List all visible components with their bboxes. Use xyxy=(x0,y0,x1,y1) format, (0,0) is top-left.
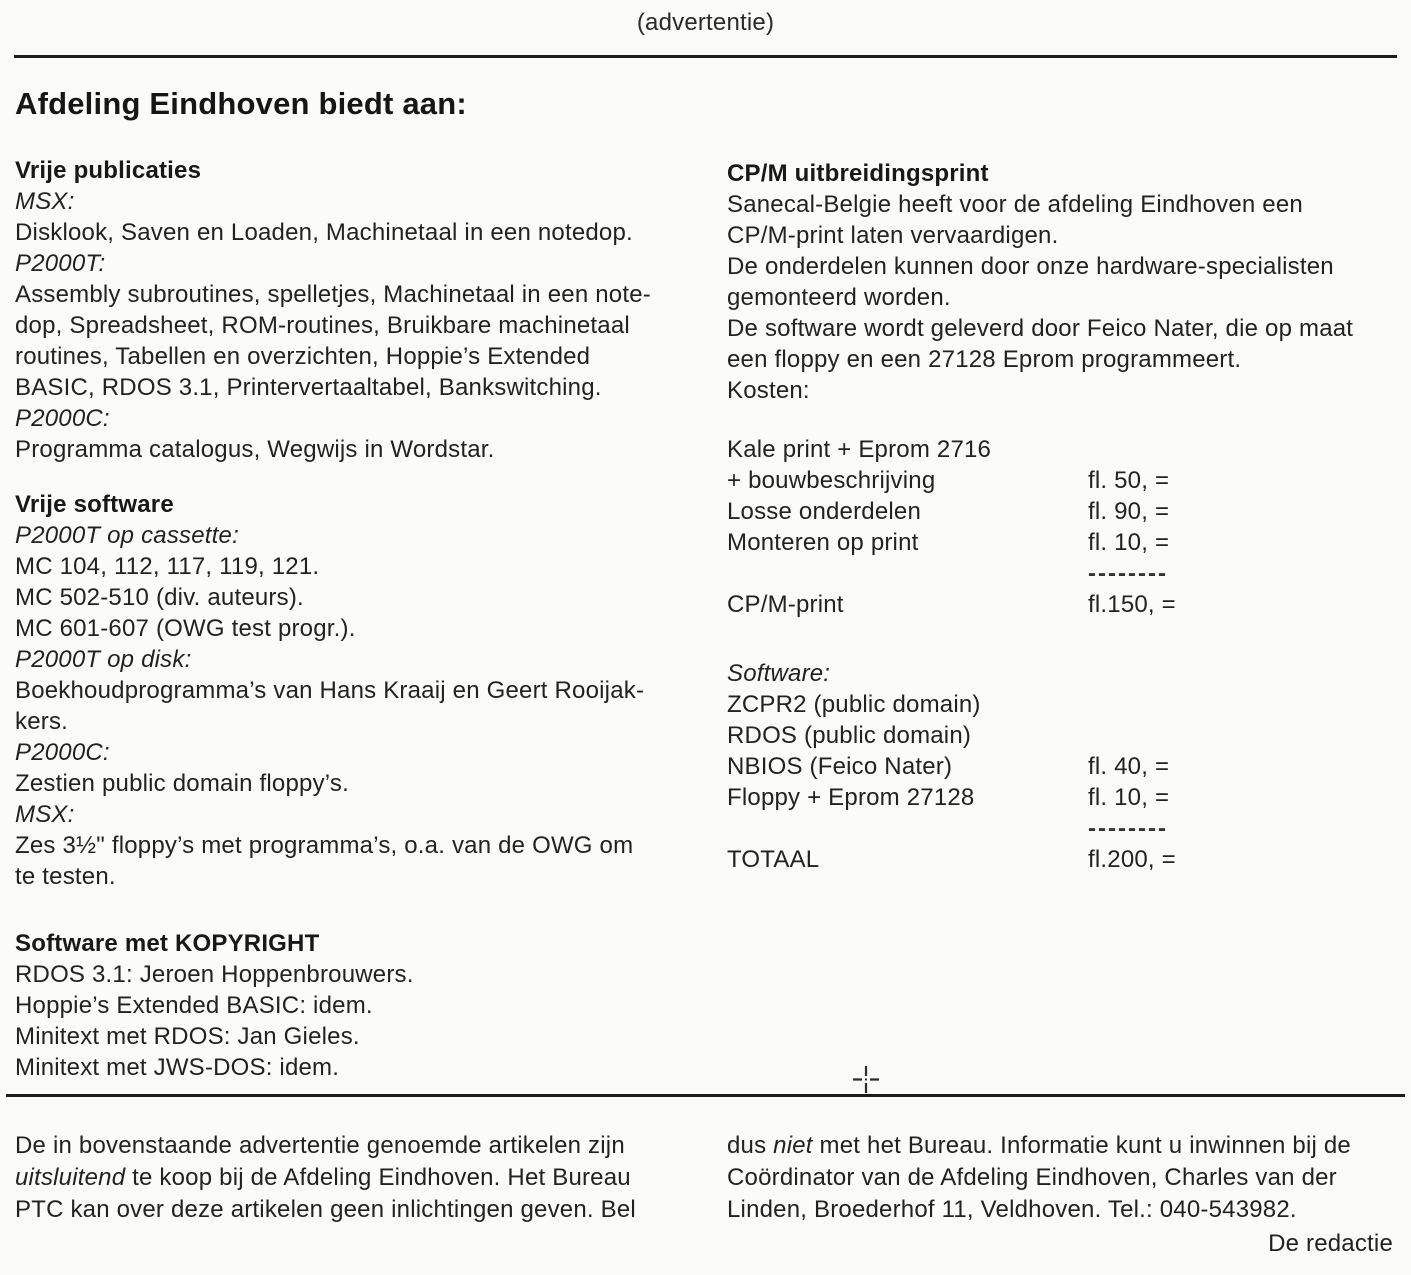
price-row-total xyxy=(727,844,1409,875)
price-row xyxy=(727,689,1409,720)
text-line: Sanecal-Belgie heeft voor de afdeling Eindhoven een xyxy=(727,191,1303,218)
price-value: fl. 90, = xyxy=(1088,498,1170,525)
text-line: MC 601-607 (OWG test progr.). xyxy=(15,615,356,642)
text-line: De onderdelen kunnen door onze hardware-specialisten xyxy=(727,253,1334,280)
price-row xyxy=(727,720,1409,751)
price-row xyxy=(727,589,1409,620)
dashes-separator: -------- xyxy=(1088,560,1168,587)
price-row xyxy=(727,751,1409,782)
text-line: P2000C: xyxy=(15,739,110,766)
section-cpm-uitbreidingsprint xyxy=(727,158,1409,406)
price-label: TOTAAL xyxy=(727,846,820,873)
text-line: Programma catalogus, Wegwijs in Wordstar. xyxy=(15,436,495,463)
footer-line: PTC kan over deze artikelen geen inlichtingen geven. Bel xyxy=(15,1196,636,1223)
text-line: Kosten: xyxy=(727,377,810,404)
price-row xyxy=(727,527,1409,558)
top-rule xyxy=(14,55,1397,58)
registration-mark-icon xyxy=(851,1064,881,1094)
right-column xyxy=(727,158,1409,875)
price-row xyxy=(727,465,1409,496)
footer-italic-word: uitsluitend xyxy=(15,1164,126,1191)
text-line: CP/M-print laten vervaardigen. xyxy=(727,222,1059,249)
footer-line: De in bovenstaande advertentie genoemde artikelen zijn xyxy=(15,1132,625,1159)
price-value: fl. 10, = xyxy=(1088,529,1170,556)
text-line: routines, Tabellen en overzichten, Hoppie’s Extended xyxy=(15,343,591,370)
text-line: Disklook, Saven en Loaden, Machinetaal in een notedop. xyxy=(15,219,633,246)
page-title: Afdeling Eindhoven biedt aan: xyxy=(15,86,467,121)
text-line: P2000T op disk: xyxy=(15,646,192,673)
price-label: + bouwbeschrijving xyxy=(727,467,936,494)
text-line: De software wordt geleverd door Feico Nater, die op maat xyxy=(727,315,1354,342)
footer-line-rest: met het Bureau. Informatie kunt u inwinnen bij de xyxy=(812,1132,1351,1159)
text-line: Hoppie’s Extended BASIC: idem. xyxy=(15,992,373,1019)
text-line: P2000T: xyxy=(15,250,106,277)
footer-line: Linden, Broederhof 11, Veldhoven. Tel.: 040-543982. xyxy=(727,1196,1297,1223)
text-line: een floppy en een 27128 Eprom programmeert. xyxy=(727,346,1242,373)
text-line: kers. xyxy=(15,708,69,735)
price-label: NBIOS (Feico Nater) xyxy=(727,753,953,780)
price-value: fl. 40, = xyxy=(1088,753,1170,780)
footer-line xyxy=(727,1130,1407,1162)
price-label: CP/M-print xyxy=(727,591,844,618)
price-label: Losse onderdelen xyxy=(727,498,922,525)
text-line: Minitext met JWS-DOS: idem. xyxy=(15,1054,340,1081)
footer-line-rest: te koop bij de Afdeling Eindhoven. Het Bureau xyxy=(125,1164,631,1191)
section-heading: Vrije publicaties xyxy=(15,157,202,184)
price-label: ZCPR2 (public domain) xyxy=(727,691,981,718)
footer-italic-word: niet xyxy=(773,1132,813,1159)
software-heading: Software: xyxy=(727,660,831,687)
footer-right-column xyxy=(727,1130,1407,1260)
price-label: Floppy + Eprom 27128 xyxy=(727,784,975,811)
text-line: Zes 3½" floppy’s met programma’s, o.a. van de OWG om xyxy=(15,832,634,859)
footer-left-column xyxy=(15,1130,715,1226)
text-line: MC 502-510 (div. auteurs). xyxy=(15,584,304,611)
price-label: RDOS (public domain) xyxy=(727,722,972,749)
dashes-separator: -------- xyxy=(1088,815,1168,842)
text-line: gemonteerd worden. xyxy=(727,284,951,311)
price-label: Kale print + Eprom 2716 xyxy=(727,436,992,463)
footer-line xyxy=(15,1162,715,1194)
section-software-met-kopyright xyxy=(15,928,715,1083)
signature: De redactie xyxy=(1268,1230,1393,1257)
price-row-separator xyxy=(727,813,1409,844)
footer-line-pre: dus xyxy=(727,1132,774,1159)
text-line: BASIC, RDOS 3.1, Printervertaaltabel, Bankswitching. xyxy=(15,374,602,401)
price-row xyxy=(727,496,1409,527)
price-value: fl. 10, = xyxy=(1088,784,1170,811)
price-row xyxy=(727,434,1409,465)
section-heading: Software met KOPYRIGHT xyxy=(15,930,320,957)
bottom-rule xyxy=(6,1094,1405,1097)
left-column xyxy=(15,155,715,1083)
text-line: Assembly subroutines, spelletjes, Machinetaal in een note- xyxy=(15,281,651,308)
section-vrije-software xyxy=(15,489,715,892)
price-label: Monteren op print xyxy=(727,529,919,556)
price-value: fl.200, = xyxy=(1088,846,1176,873)
price-table-software xyxy=(727,658,1409,875)
advertentie-label: (advertentie) xyxy=(636,9,775,36)
text-line: MC 104, 112, 117, 119, 121. xyxy=(15,553,320,580)
text-line: MSX: xyxy=(15,801,75,828)
text-line: Boekhoudprogramma’s van Hans Kraaij en Geert Rooijak- xyxy=(15,677,645,704)
text-line: RDOS 3.1: Jeroen Hoppenbrouwers. xyxy=(15,961,414,988)
text-line: dop, Spreadsheet, ROM-routines, Bruikbare machinetaal xyxy=(15,312,630,339)
price-label xyxy=(727,813,1088,844)
price-table-print xyxy=(727,434,1409,620)
price-value: fl.150, = xyxy=(1088,591,1176,618)
price-row xyxy=(727,782,1409,813)
text-line: MSX: xyxy=(15,188,75,215)
footer-line: Coördinator van de Afdeling Eindhoven, Charles van der xyxy=(727,1164,1337,1191)
text-line: P2000T op cassette: xyxy=(15,522,239,549)
text-line: Minitext met RDOS: Jan Gieles. xyxy=(15,1023,360,1050)
price-label xyxy=(727,558,1088,589)
price-value: fl. 50, = xyxy=(1088,467,1170,494)
section-heading: Vrije software xyxy=(15,491,174,518)
section-vrije-publicaties xyxy=(15,155,715,465)
text-line: Zestien public domain floppy’s. xyxy=(15,770,349,797)
price-row-separator xyxy=(727,558,1409,589)
text-line: P2000C: xyxy=(15,405,110,432)
text-line: te testen. xyxy=(15,863,116,890)
section-heading: CP/M uitbreidingsprint xyxy=(727,160,989,187)
